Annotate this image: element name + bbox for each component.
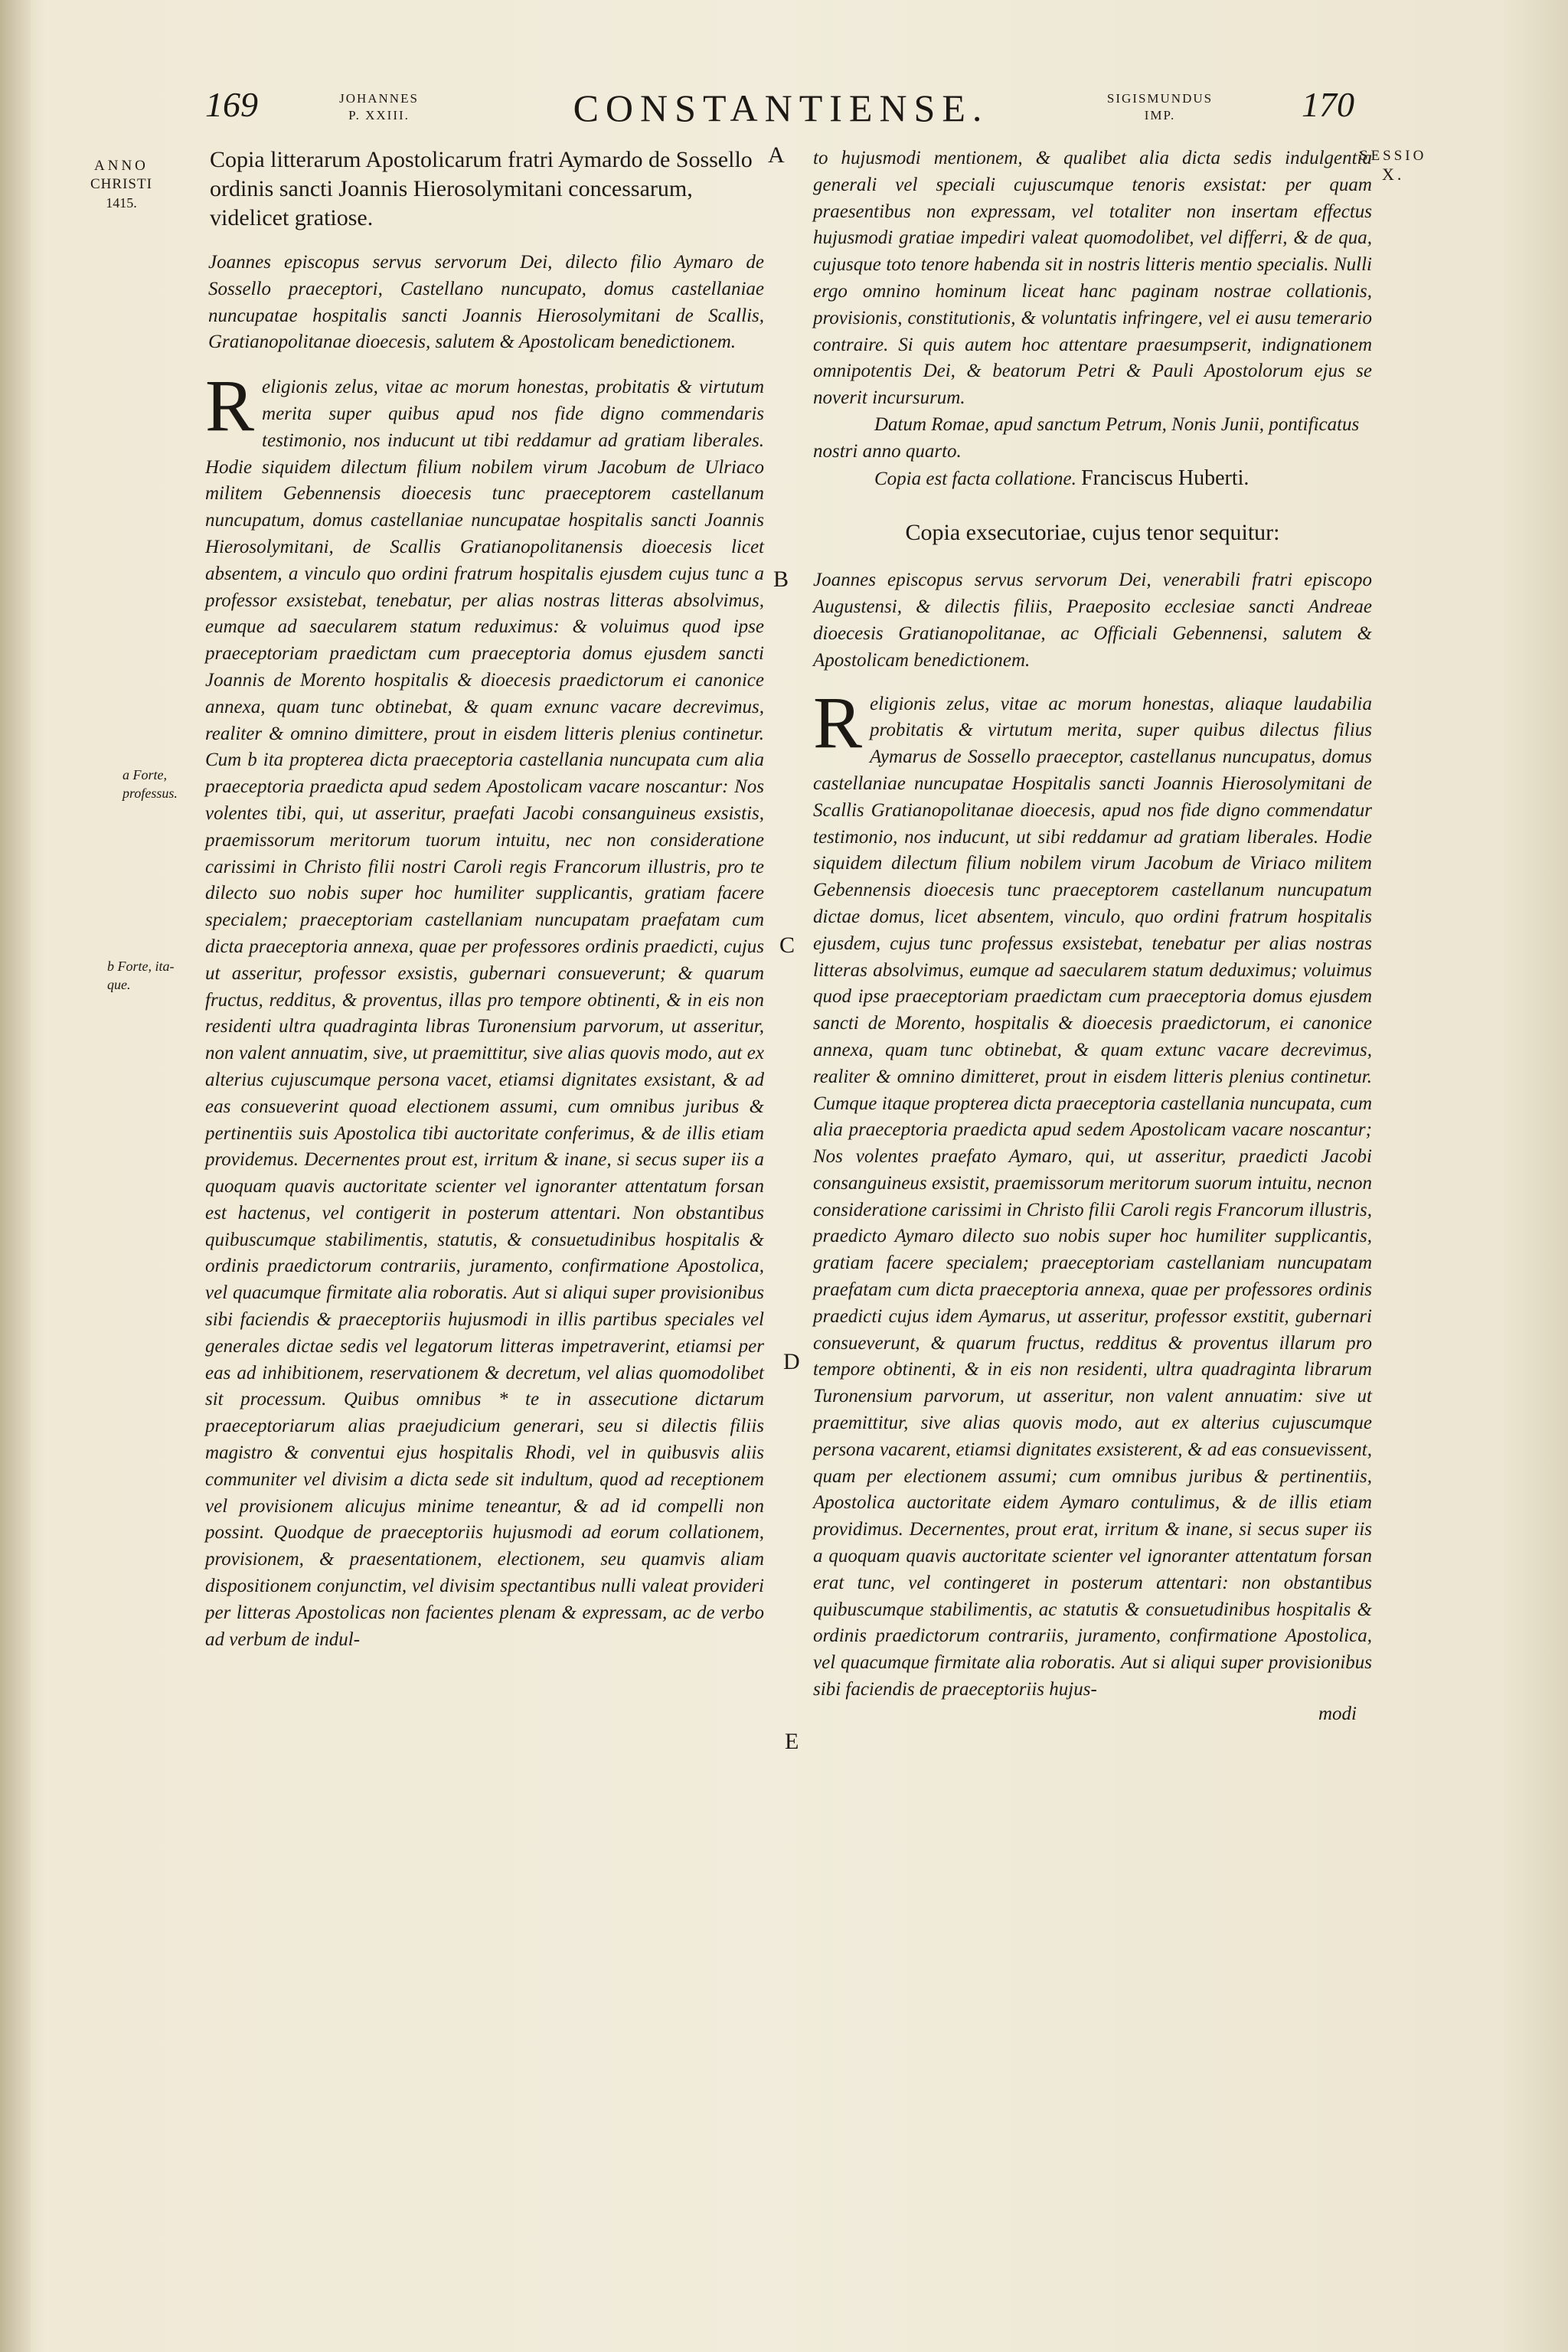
running-head-left [318,90,440,124]
running-head-right-line2: IMP. [1144,108,1176,122]
left-body-text: eligionis zelus, vitae ac morum honestas, probitatis & virtutum merita super quibus apud nos fide digno commendaris testimonio, nos inducunt ut tibi reddamur ad gratiam liberales. Hodie siquidem dilectum filium nobilem virum Jacobum de Ulriaco militem Gebennensis dioecesis tunc praeceptorem castellanum nuncupatum, domus castellaniae nuncupatae hospitalis sancti Joannis Hierosolymitani, de Scallis Gratianopolitanensis dioecesis licet absentem, a vinculo quo ordini fratrum hospitalis ejusdem cujus tunc a professor exsistebat, tenebatur, per alias nostras litteras absolvimus, eumque ad saecularem statum reduximus: & voluimus quod ipse praeceptoriam praedictam cum praeceptoria domus ejusdem sancti Joannis de Morento hospitalis & dioecesis praedictorum ei canonice annexa, quam tunc obtinebat, & quam exnunc vacare decrevimus, realiter & omnino dimittere, prout in eisdem litteris plenius continetur. Cum b ita propterea dicta praeceptoria castellania nuncupata cum alia praeceptoria praedicta apud sedem Apostolicam vacare noscantur: Nos volentes tibi, qui, ut asseritur, praefati Jacobi consanguineus exsistis, praemissorum meritorum tuorum intuitu, nec non consideratione carissimi in Christo filii nostri Caroli regis Francorum illustris, pro te dilecto suo nobis super hoc humiliter supplicantis, gratiam facere specialem; praeceptoriam castellaniam nuncupatam praefatam cum dicta praeceptoria annexa, quae per professores ordinis praedicti, cujus ut asseritur, professor exsistis, gubernari consueverunt; & quarum fructus, redditus, & proventus, illas pro tempore obtinenti, & in eis non residenti ultra quadraginta libras Turonensium parvorum, ut asseritur, non valent annuatim, sive, ut praemittitur, sive alias quovis modo, aut ex alterius cujuscumque persona vacet, etiamsi dignitates exsistant, & ad eas consueverint quoad electionem assumi, cum omnibus juribus & pertinentiis suis Apostolica tibi auctoritate conferimus, & de illis etiam providemus. Decernentes prout est, irritum & inane, si secus super iis a quoquam quavis auctoritate scienter vel ignoranter attentatum forsan est hactenus, vel contigerit in posterum attentari. Non obstantibus quibuscumque stabilimentis, statutis, & consuetudinibus hospitalis & ordinis praedictorum contrariis, juramento, confirmatione Apostolica, vel quacumque firmitate alia roboratis. Aut si aliqui super provisionibus sibi faciendis & praeceptoriis hujusmodi in illis partibus speciales vel generales dictae sedis vel legatorum litteras impetraverint, etiamsi per eas ad inhibitionem, reservationem & decretum, vel alias quomodolibet sit processum. Quibus omnibus * te in assecutione dictarum praeceptoriarum alias praejudicium generari, seu si dilectis filiis magistro & conventui ejus hospitalis Rhodi, vel in quibusvis aliis communiter vel divisim a dicta sede sit indultum, quod ad receptionem vel provisionem alicujus minime teneantur, & ad id compelli non possint. Quodque de praeceptoriis hujusmodi ad eorum collationem, provisionem, & praesentationem, electionem, seu quamvis aliam dispositionem conjunctim, vel divisim spectantibus nulli valeat provideri per litteras Apostolicas non facientes plenam & expressam, ac de verbo ad verbum de indul- [205,377,764,1650]
running-title: CONSTANTIENSE. [573,87,989,129]
section-letter-b: B [773,567,789,592]
right-body-text: eligionis zelus, vitae ac morum honestas, aliaque laudabilia probitatis & virtutum merita, super quibus dilectus filius Aymarus de Sossello praeceptor, castellanus nuncupatus, domus castellaniae nuncupatae Hospitalis sancti Joannis Hierosolymitani de Scallis Gratianopolitanae dioecesis, apud nos fide digno commendatur testimonio, nos inducunt, ut sibi reddamur ad gratiam liberales. Hodie siquidem dilectum filium nobilem virum Jacobum de Viriaco militem Gebennensis dioecesis tunc praeceptorem castellanum nuncupatum dictae domus, licet absentem, vinculo, quo ordini fratrum hospitalis ejusdem, cujus tunc professus exsistebat, tenebatur per alias nostras litteras absolvimus, eumque ad saecularem statum deduximus; voluimus quod ipse praeceptoriam praedictam cum praeceptoria domus ejusdem sancti de Morento, hospitalis & dioecesis praedictorum, ei canonice annexa, quam tunc obtinebat, & quam extunc vacare decrevimus, realiter & omnino dimitteret, prout in eisdem litteris plenius continetur. Cumque itaque propterea dicta praeceptoria castellania nuncupata, cum alia praeceptoria praedicta apud sedem Apostolicam vacare noscantur; Nos volentes praefato Aymaro, qui, ut asseritur, praedicti Jacobi consanguineus exsistit, praemissorum meritorum suorum intuitu, necnon consideratione carissimi in Christo filii Caroli regis Francorum illustris, praedicto Aymaro dilecto suo nobis super hoc humiliter supplicantis, gratiam facere specialem; praeceptoriam castellaniam nuncupatam praefatam cum dicta praeceptoria annexa, quae per professores ordinis praedicti cujus idem Aymarus, ut asseritur, professor exstitit, gubernari consueverunt, & quarum fructus, redditus & proventus illarum pro tempore obtinenti, & in eis non residenti, ultra quadraginta librarum Turonensium parvorum, ut asseritur, non valent annuatim: sive ut praemittitur, sive alias quovis modo, aut ex alterius cujuscumque persona vacarent, etiamsi dignitates exsisterent, & ad eas consuevissent, quam per electionem assumi; cum omnibus juribus & pertinentiis, Apostolica auctoritate eidem Aymaro contulimus, & de illis etiam providimus. Decernentes, prout erat, irritum & inane, si secus super iis a quoquam quavis auctoritate scienter vel ignoranter attentatum forsan erat tunc, vel contingeret in posterum attentari: non obstantibus quibuscumque stabilimentis, ac statutis & consuetudinibus hospitalis & ordinis praedictorum contrariis, juramento, confirmatione Apostolica, vel quacumque firmitate alia roboratis. Aut si aliqui super provisionibus sibi faciendis de praeceptoriis hujus- [813,693,1372,1700]
footnote-b [107,957,175,994]
running-head-right-line1: SIGISMUNDUS [1106,91,1214,106]
sessio-number: X. [1381,165,1405,184]
page-number-right: 170 [1302,85,1354,124]
left-body [205,364,764,1653]
footnote-b-line2: que. [107,977,131,992]
footnote-b-line1: b Forte, ita- [107,959,175,974]
running-head-right [1072,90,1248,124]
anno-christi-note [90,157,152,212]
right-body [813,681,1372,1704]
section-letter-c: C [779,933,795,958]
anno-year: 1415. [106,195,137,211]
footnote-a-line2: professus. [122,786,178,801]
right-signature-line [813,466,1372,493]
signature-name: Franciscus Huberti. [1081,466,1250,490]
copia-line: Copia est facta collatione. [874,468,1076,489]
sessio-line1: SESSIO [1360,148,1427,164]
left-salutation: Joannes episcopus servus servorum Dei, dilecto filio Aymaro de Sossello praeceptori, Castellano nuncupato, domus castellaniae nuncupatae hospitalis sancti Joannis Hierosolymitani de Scallis, Gratianopolitanae dioecesis, salutem & Apostolicam benedictionem. [208,252,764,353]
right-heading: Copia exsecutoriae, cujus tenor sequitur: [905,520,1280,546]
section-letter-e: E [785,1729,799,1754]
left-column [205,145,764,1653]
left-heading: Copia litterarum Apostolicarum fratri Aymardo de Sossello ordinis sancti Joannis Hierosolymitani concessarum, videlicet gratiose. [210,147,753,230]
running-head-left-line2: P. XXIII. [348,108,410,122]
footnote-a [122,766,178,802]
right-dropcap: R [813,681,863,763]
right-datum: Datum Romae, apud sanctum Petrum, Nonis Junii, pontificatus nostri anno quarto. [813,413,1360,462]
catchword: modi [1318,1703,1357,1724]
section-letter-d: D [783,1349,800,1374]
running-head-left-line1: JOHANNES [339,91,419,106]
binding-gutter [0,0,31,2352]
anno-line1: ANNO [94,158,149,174]
section-letter-a: A [768,142,785,168]
right-continuation: to hujusmodi mentionem, & qualibet alia dicta sedis indulgentia generali vel speciali cujuscumque tenoris exsistat: per quam praesentibus non expressam, vel totaliter non insertam effectus hujusmodi gratiae impediri valeat quomodolibet, vel differri, & de qua, cujusque toto tenore habenda sit in nostris litteris mentio specialis. Nulli ergo omnino hominum liceat hanc paginam nostrae collationis, provisionis, constitutionis, & voluntatis infringere, vel ei ausu temerario contraire. Si quis autem hoc attentare praesumpserit, indignationem omnipotentis Dei, & beatorum Petri & Pauli Apostolorum ejus se noverit incursurum. [813,148,1372,409]
right-salutation: Joannes episcopus servus servorum Dei, venerabili fratri episcopo Augustensi, & dilectis filiis, Praeposito ecclesiae sancti Andreae dioecesis Gratianopolitanae, ac Officiali Gebennensi, salutem & Apostolicam benedictionem. [813,570,1372,671]
footnote-a-line1: a Forte, [122,767,167,782]
page-number-left: 169 [205,85,258,124]
left-dropcap: R [205,364,255,447]
anno-line2: CHRISTI [90,176,152,192]
right-column [813,145,1372,1725]
